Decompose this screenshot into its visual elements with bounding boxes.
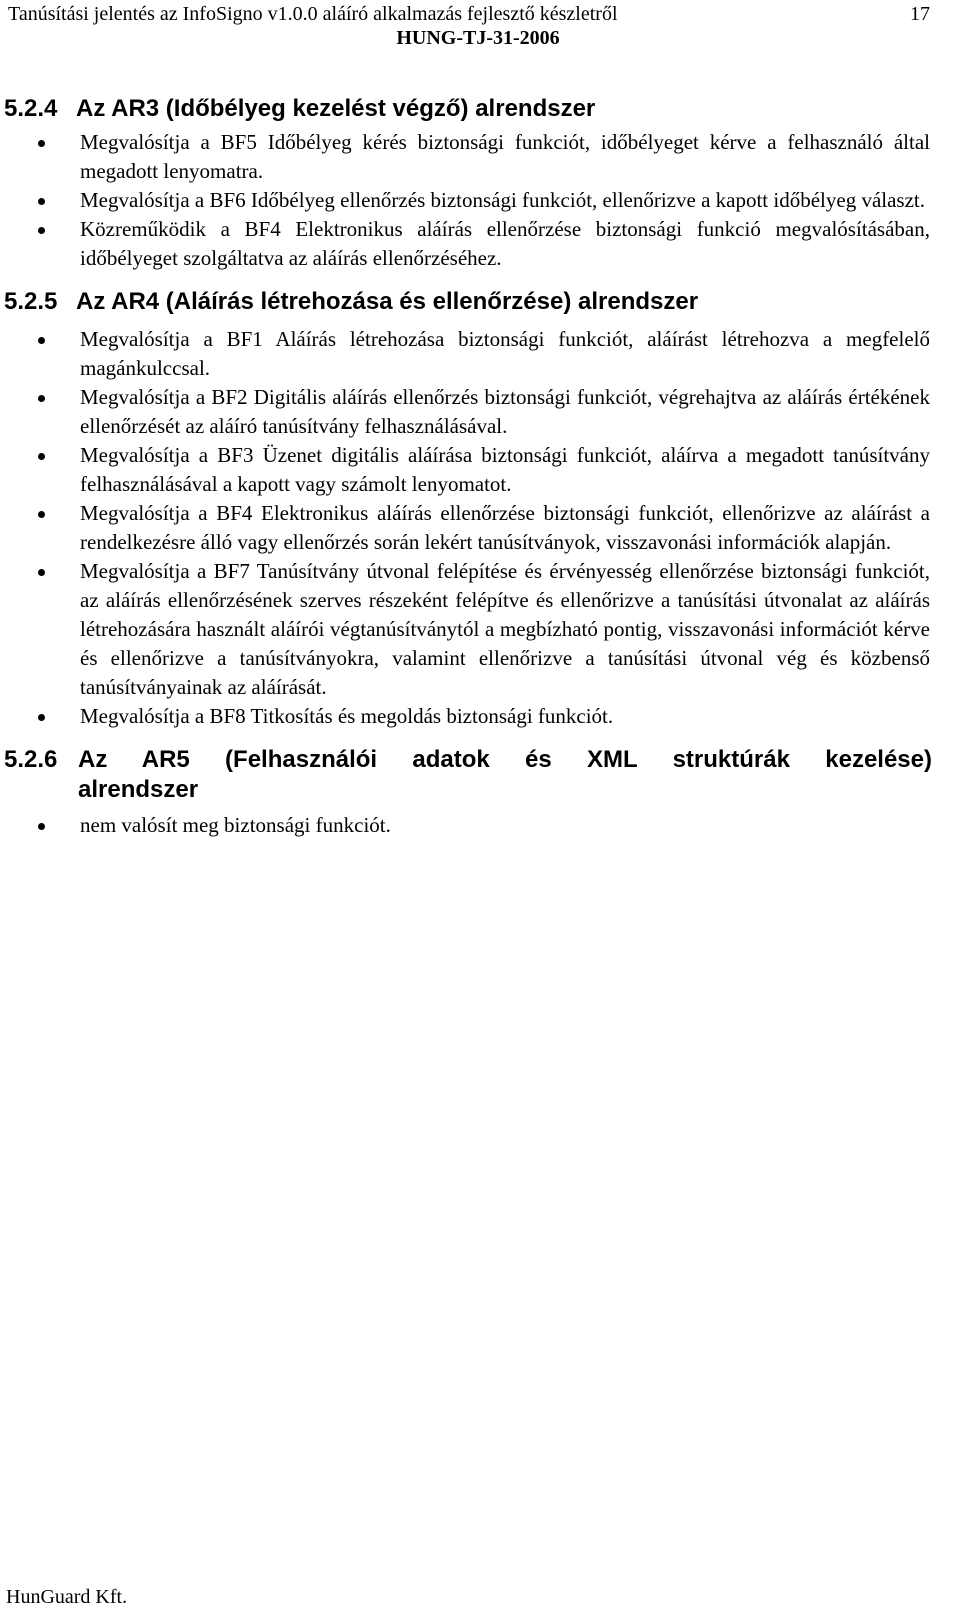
section-title: Az AR3 (Időbélyeg kezelést végző) alrendszer — [76, 95, 596, 122]
list-item — [0, 128, 960, 186]
list-item — [0, 325, 960, 383]
list-item-text: Megvalósítja a BF2 Digitális aláírás ellenőrzés biztonsági funkciót, végrehajtva az aláírás értékének ellenőrzését az aláíró tanúsítvány felhasználásával. — [80, 385, 930, 438]
section-title: Az AR4 (Aláírás létrehozása és ellenőrzése) alrendszer — [76, 288, 699, 315]
section-heading — [0, 94, 960, 124]
list-item-text: Megvalósítja a BF6 Időbélyeg ellenőrzés biztonsági funkciót, ellenőrizve a kapott időbélyeg választ. — [80, 188, 925, 212]
list-item — [0, 215, 960, 273]
list-item-text: Közreműködik a BF4 Elektronikus aláírás ellenőrzése biztonsági funkció megvalósításában, időbélyeget szolgáltatva az aláírás ellenőrzéséhez. — [80, 217, 930, 270]
list-item-text: Megvalósítja a BF8 Titkosítás és megoldás biztonsági funkciót. — [80, 704, 614, 728]
bullet-icon — [38, 511, 45, 518]
list-item-text: Megvalósítja a BF5 Időbélyeg kérés biztonsági funkciót, időbélyeget kérve a felhasználó által megadott lenyomatra. — [80, 130, 930, 183]
list-item — [0, 441, 960, 499]
list-item-text: Megvalósítja a BF7 Tanúsítvány útvonal felépítése és érvényesség ellenőrzése biztonsági funkciót, az aláírás ellenőrzésének szerves részeként felépítve és ellenőrizve a tanúsítási útvonalat az aláírás létrehozására használt aláírói végtanúsítványtól a megbízható pontig, visszavonási információt kérve és ellenőrizve a tanúsítványokra, valamint ellenőrizve a tanúsítási útvonal vég és közbenső tanúsítványainak az aláírását. — [80, 559, 930, 699]
section-number: 5.2.4 — [4, 95, 58, 122]
section-5-2-6 — [0, 745, 960, 840]
section-title — [78, 745, 960, 805]
section-number: 5.2.6 — [4, 746, 58, 773]
list-item — [0, 186, 960, 215]
bullet-icon — [38, 823, 45, 830]
bullet-icon — [38, 198, 45, 205]
list-item-text: Megvalósítja a BF3 Üzenet digitális aláírása biztonsági funkciót, aláírva a megadott tanúsítvány felhasználásával a kapott vagy számolt lenyomatot. — [80, 443, 930, 496]
page-footer — [6, 1585, 127, 1609]
section-title-line-2: alrendszer — [78, 776, 199, 803]
section-title-line-1: Az AR5 (Felhasználói adatok és XML struktúrák kezelése) — [78, 746, 932, 773]
section-5-2-4 — [0, 94, 960, 273]
section-5-2-5 — [0, 287, 960, 731]
bullet-icon — [38, 569, 45, 576]
list-item — [0, 557, 960, 702]
page-number: 17 — [910, 3, 930, 25]
bullet-icon — [38, 395, 45, 402]
bullet-list — [0, 128, 960, 273]
list-item — [0, 383, 960, 441]
list-item-text: nem valósít meg biztonsági funkciót. — [80, 813, 391, 837]
bullet-list — [0, 325, 960, 731]
list-item — [0, 702, 960, 731]
list-item-text: Megvalósítja a BF4 Elektronikus aláírás ellenőrzése biztonsági funkciót, ellenőrizve az aláírást a rendelkezésre álló vagy ellenőrzés során lekért tanúsítványok, visszavonási információk alapján. — [80, 501, 930, 554]
section-number: 5.2.5 — [4, 288, 58, 315]
footer-company: HunGuard Kft. — [6, 1586, 128, 1608]
document-code: HUNG-TJ-31-2006 — [396, 27, 560, 49]
header-row — [8, 2, 948, 26]
list-item — [0, 499, 960, 557]
section-heading — [0, 745, 960, 805]
bullet-icon — [38, 714, 45, 721]
page-header — [8, 2, 948, 50]
bullet-icon — [38, 453, 45, 460]
list-item-text: Megvalósítja a BF1 Aláírás létrehozása biztonsági funkciót, aláírást létrehozva a megfelelő magánkulccsal. — [80, 327, 930, 380]
list-item — [0, 811, 960, 840]
section-heading — [0, 287, 960, 317]
document-title: Tanúsítási jelentés az InfoSigno v1.0.0 aláíró alkalmazás fejlesztő készletről — [8, 3, 618, 25]
document-body — [0, 94, 960, 840]
bullet-icon — [38, 337, 45, 344]
bullet-icon — [38, 140, 45, 147]
bullet-list — [0, 811, 960, 840]
bullet-icon — [38, 227, 45, 234]
